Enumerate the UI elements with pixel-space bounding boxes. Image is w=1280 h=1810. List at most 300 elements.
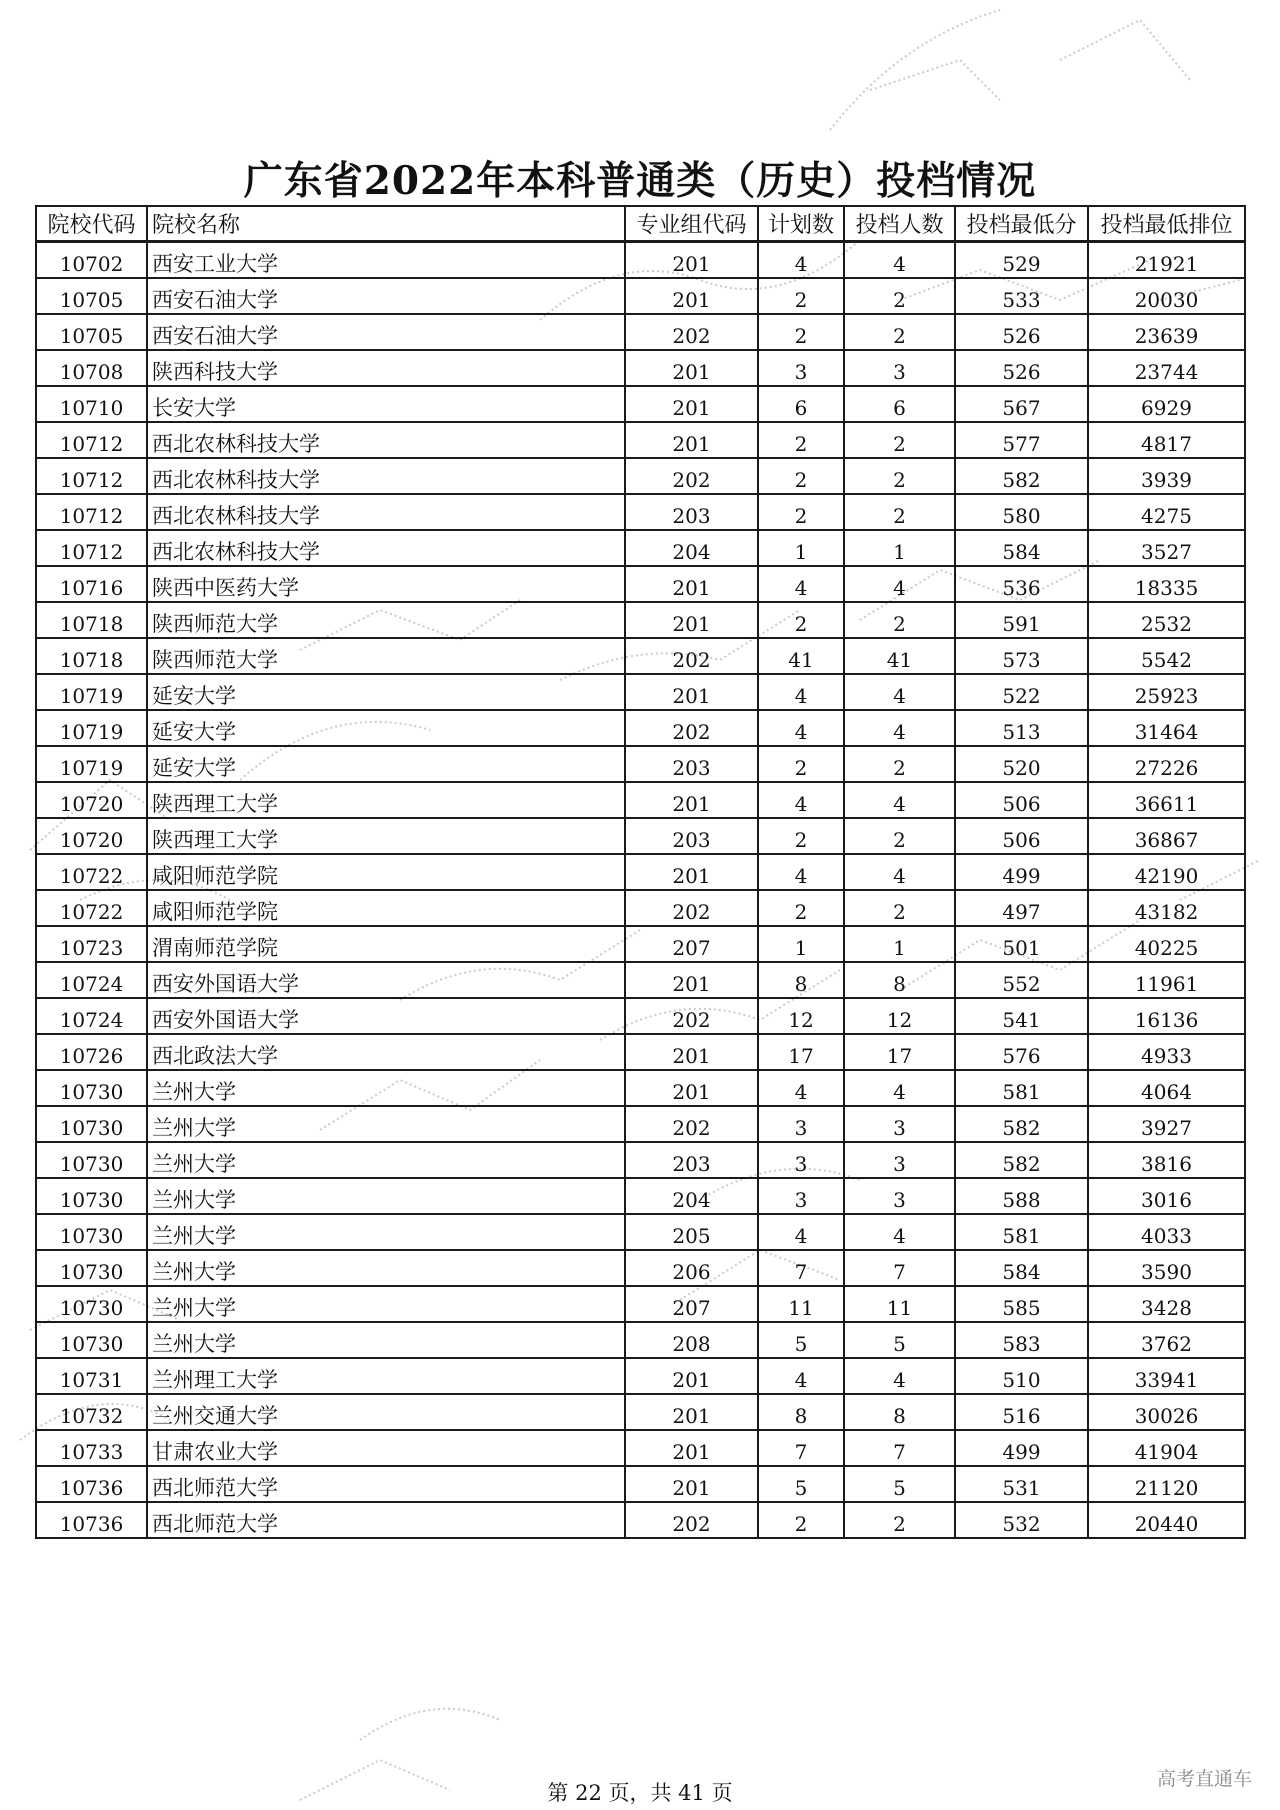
- min-score-cell: 533: [955, 278, 1088, 314]
- admitted-count-cell: 2: [844, 278, 955, 314]
- table-row: [36, 818, 1245, 854]
- plan-count-cell: 3: [758, 350, 844, 386]
- table-row: [36, 1250, 1245, 1286]
- school-name-cell: 兰州大学: [147, 1142, 625, 1178]
- admitted-count-cell: 3: [844, 1178, 955, 1214]
- school-name-cell: 西安石油大学: [147, 314, 625, 350]
- plan-count-cell: 3: [758, 1142, 844, 1178]
- min-rank-cell: 42190: [1088, 854, 1245, 890]
- min-rank-cell: 3927: [1088, 1106, 1245, 1142]
- min-score-cell: 577: [955, 422, 1088, 458]
- group-code-cell: 203: [625, 746, 758, 782]
- table-row: [36, 1214, 1245, 1250]
- school-name-cell: 兰州大学: [147, 1286, 625, 1322]
- school-name-cell: 延安大学: [147, 710, 625, 746]
- plan-count-cell: 4: [758, 566, 844, 602]
- plan-count-cell: 1: [758, 530, 844, 566]
- admitted-count-cell: 7: [844, 1430, 955, 1466]
- plan-count-cell: 12: [758, 998, 844, 1034]
- admitted-count-cell: 8: [844, 962, 955, 998]
- group-code-cell: 202: [625, 710, 758, 746]
- min-rank-cell: 36867: [1088, 818, 1245, 854]
- header-admitted-count: 投档人数: [844, 206, 955, 242]
- min-rank-cell: 23639: [1088, 314, 1245, 350]
- group-code-cell: 203: [625, 818, 758, 854]
- table-row: [36, 602, 1245, 638]
- plan-count-cell: 6: [758, 386, 844, 422]
- min-rank-cell: 25923: [1088, 674, 1245, 710]
- admitted-count-cell: 41: [844, 638, 955, 674]
- school-name-cell: 陕西师范大学: [147, 638, 625, 674]
- min-rank-cell: 2532: [1088, 602, 1245, 638]
- min-score-cell: 516: [955, 1394, 1088, 1430]
- admitted-count-cell: 3: [844, 350, 955, 386]
- table-row: [36, 1466, 1245, 1502]
- group-code-cell: 204: [625, 1178, 758, 1214]
- plan-count-cell: 4: [758, 242, 844, 279]
- header-plan-count: 计划数: [758, 206, 844, 242]
- plan-count-cell: 4: [758, 1070, 844, 1106]
- table-row: [36, 458, 1245, 494]
- min-rank-cell: 6929: [1088, 386, 1245, 422]
- plan-count-cell: 5: [758, 1322, 844, 1358]
- plan-count-cell: 2: [758, 422, 844, 458]
- min-score-cell: 526: [955, 314, 1088, 350]
- plan-count-cell: 2: [758, 890, 844, 926]
- min-rank-cell: 30026: [1088, 1394, 1245, 1430]
- school-name-cell: 延安大学: [147, 746, 625, 782]
- school-name-cell: 兰州大学: [147, 1106, 625, 1142]
- min-score-cell: 506: [955, 782, 1088, 818]
- group-code-cell: 201: [625, 674, 758, 710]
- school-code-cell: 10730: [36, 1250, 147, 1286]
- min-rank-cell: 21921: [1088, 242, 1245, 279]
- min-score-cell: 499: [955, 1430, 1088, 1466]
- school-name-cell: 西北农林科技大学: [147, 494, 625, 530]
- school-code-cell: 10719: [36, 710, 147, 746]
- admitted-count-cell: 2: [844, 602, 955, 638]
- table-row: [36, 746, 1245, 782]
- min-score-cell: 585: [955, 1286, 1088, 1322]
- school-name-cell: 咸阳师范学院: [147, 890, 625, 926]
- min-score-cell: 584: [955, 530, 1088, 566]
- min-score-cell: 536: [955, 566, 1088, 602]
- min-rank-cell: 20030: [1088, 278, 1245, 314]
- min-score-cell: 573: [955, 638, 1088, 674]
- school-code-cell: 10719: [36, 674, 147, 710]
- header-school-name: 院校名称: [147, 206, 625, 242]
- table-row: [36, 1322, 1245, 1358]
- min-rank-cell: 4933: [1088, 1034, 1245, 1070]
- group-code-cell: 201: [625, 386, 758, 422]
- min-score-cell: 583: [955, 1322, 1088, 1358]
- school-name-cell: 渭南师范学院: [147, 926, 625, 962]
- plan-count-cell: 2: [758, 494, 844, 530]
- table-row: [36, 854, 1245, 890]
- admitted-count-cell: 3: [844, 1106, 955, 1142]
- school-code-cell: 10720: [36, 782, 147, 818]
- group-code-cell: 201: [625, 242, 758, 279]
- school-name-cell: 西北师范大学: [147, 1502, 625, 1538]
- admitted-count-cell: 4: [844, 1214, 955, 1250]
- plan-count-cell: 17: [758, 1034, 844, 1070]
- admitted-count-cell: 2: [844, 1502, 955, 1538]
- admitted-count-cell: 3: [844, 1142, 955, 1178]
- admitted-count-cell: 8: [844, 1394, 955, 1430]
- group-code-cell: 201: [625, 422, 758, 458]
- table-row: [36, 1430, 1245, 1466]
- group-code-cell: 203: [625, 1142, 758, 1178]
- school-code-cell: 10719: [36, 746, 147, 782]
- min-score-cell: 582: [955, 458, 1088, 494]
- plan-count-cell: 8: [758, 962, 844, 998]
- table-row: [36, 674, 1245, 710]
- min-score-cell: 582: [955, 1142, 1088, 1178]
- header-group-code: 专业组代码: [625, 206, 758, 242]
- plan-count-cell: 7: [758, 1430, 844, 1466]
- table-row: [36, 1394, 1245, 1430]
- table-row: [36, 242, 1245, 279]
- school-name-cell: 西安外国语大学: [147, 962, 625, 998]
- school-code-cell: 10722: [36, 890, 147, 926]
- plan-count-cell: 3: [758, 1106, 844, 1142]
- group-code-cell: 201: [625, 602, 758, 638]
- school-name-cell: 西北农林科技大学: [147, 458, 625, 494]
- group-code-cell: 204: [625, 530, 758, 566]
- school-code-cell: 10736: [36, 1466, 147, 1502]
- admitted-count-cell: 4: [844, 710, 955, 746]
- group-code-cell: 201: [625, 566, 758, 602]
- table-row: [36, 278, 1245, 314]
- group-code-cell: 201: [625, 1394, 758, 1430]
- min-rank-cell: 31464: [1088, 710, 1245, 746]
- admitted-count-cell: 2: [844, 314, 955, 350]
- header-min-score: 投档最低分: [955, 206, 1088, 242]
- min-score-cell: 526: [955, 350, 1088, 386]
- admission-table: [35, 205, 1246, 1539]
- table-row: [36, 314, 1245, 350]
- min-rank-cell: 23744: [1088, 350, 1245, 386]
- school-name-cell: 西安工业大学: [147, 242, 625, 279]
- min-score-cell: 567: [955, 386, 1088, 422]
- min-score-cell: 510: [955, 1358, 1088, 1394]
- min-score-cell: 501: [955, 926, 1088, 962]
- table-row: [36, 1070, 1245, 1106]
- table-row: [36, 566, 1245, 602]
- school-code-cell: 10726: [36, 1034, 147, 1070]
- table-row: [36, 386, 1245, 422]
- group-code-cell: 202: [625, 458, 758, 494]
- table-row: [36, 1286, 1245, 1322]
- admitted-count-cell: 2: [844, 458, 955, 494]
- min-score-cell: 581: [955, 1070, 1088, 1106]
- school-name-cell: 陕西科技大学: [147, 350, 625, 386]
- group-code-cell: 201: [625, 782, 758, 818]
- admitted-count-cell: 4: [844, 242, 955, 279]
- school-name-cell: 长安大学: [147, 386, 625, 422]
- school-name-cell: 陕西理工大学: [147, 782, 625, 818]
- min-rank-cell: 27226: [1088, 746, 1245, 782]
- school-name-cell: 延安大学: [147, 674, 625, 710]
- table-row: [36, 962, 1245, 998]
- school-code-cell: 10733: [36, 1430, 147, 1466]
- plan-count-cell: 2: [758, 278, 844, 314]
- school-name-cell: 西北农林科技大学: [147, 422, 625, 458]
- school-code-cell: 10702: [36, 242, 147, 279]
- min-rank-cell: 3816: [1088, 1142, 1245, 1178]
- min-rank-cell: 11961: [1088, 962, 1245, 998]
- school-code-cell: 10710: [36, 386, 147, 422]
- school-name-cell: 兰州大学: [147, 1070, 625, 1106]
- school-code-cell: 10730: [36, 1142, 147, 1178]
- admitted-count-cell: 5: [844, 1466, 955, 1502]
- group-code-cell: 201: [625, 962, 758, 998]
- plan-count-cell: 41: [758, 638, 844, 674]
- min-rank-cell: 4064: [1088, 1070, 1245, 1106]
- min-score-cell: 580: [955, 494, 1088, 530]
- min-score-cell: 506: [955, 818, 1088, 854]
- plan-count-cell: 2: [758, 1502, 844, 1538]
- plan-count-cell: 4: [758, 674, 844, 710]
- min-rank-cell: 40225: [1088, 926, 1245, 962]
- school-code-cell: 10712: [36, 494, 147, 530]
- group-code-cell: 201: [625, 854, 758, 890]
- min-rank-cell: 36611: [1088, 782, 1245, 818]
- table-row: [36, 1106, 1245, 1142]
- table-row: [36, 710, 1245, 746]
- min-score-cell: 529: [955, 242, 1088, 279]
- school-name-cell: 陕西中医药大学: [147, 566, 625, 602]
- min-rank-cell: 4033: [1088, 1214, 1245, 1250]
- table-row: [36, 1178, 1245, 1214]
- group-code-cell: 208: [625, 1322, 758, 1358]
- school-code-cell: 10723: [36, 926, 147, 962]
- plan-count-cell: 2: [758, 602, 844, 638]
- min-score-cell: 541: [955, 998, 1088, 1034]
- school-code-cell: 10712: [36, 530, 147, 566]
- min-rank-cell: 3762: [1088, 1322, 1245, 1358]
- school-code-cell: 10718: [36, 638, 147, 674]
- table-row: [36, 530, 1245, 566]
- min-rank-cell: 21120: [1088, 1466, 1245, 1502]
- school-code-cell: 10712: [36, 422, 147, 458]
- group-code-cell: 202: [625, 998, 758, 1034]
- school-code-cell: 10730: [36, 1106, 147, 1142]
- admitted-count-cell: 7: [844, 1250, 955, 1286]
- min-rank-cell: 3527: [1088, 530, 1245, 566]
- plan-count-cell: 4: [758, 1214, 844, 1250]
- admitted-count-cell: 2: [844, 746, 955, 782]
- school-name-cell: 陕西师范大学: [147, 602, 625, 638]
- table-row: [36, 638, 1245, 674]
- min-rank-cell: 4275: [1088, 494, 1245, 530]
- plan-count-cell: 2: [758, 746, 844, 782]
- plan-count-cell: 11: [758, 1286, 844, 1322]
- group-code-cell: 206: [625, 1250, 758, 1286]
- plan-count-cell: 2: [758, 818, 844, 854]
- min-rank-cell: 18335: [1088, 566, 1245, 602]
- table-row: [36, 782, 1245, 818]
- admitted-count-cell: 4: [844, 854, 955, 890]
- page-title: 广东省2022年本科普通类（历史）投档情况: [243, 158, 1037, 204]
- min-rank-cell: 5542: [1088, 638, 1245, 674]
- plan-count-cell: 8: [758, 1394, 844, 1430]
- group-code-cell: 203: [625, 494, 758, 530]
- group-code-cell: 207: [625, 926, 758, 962]
- school-code-cell: 10708: [36, 350, 147, 386]
- group-code-cell: 202: [625, 1502, 758, 1538]
- school-name-cell: 兰州大学: [147, 1214, 625, 1250]
- school-code-cell: 10730: [36, 1322, 147, 1358]
- admitted-count-cell: 4: [844, 566, 955, 602]
- header-school-code: 院校代码: [36, 206, 147, 242]
- min-score-cell: 531: [955, 1466, 1088, 1502]
- min-score-cell: 588: [955, 1178, 1088, 1214]
- plan-count-cell: 4: [758, 854, 844, 890]
- school-code-cell: 10718: [36, 602, 147, 638]
- table-row: [36, 1034, 1245, 1070]
- min-score-cell: 552: [955, 962, 1088, 998]
- min-rank-cell: 3016: [1088, 1178, 1245, 1214]
- group-code-cell: 202: [625, 314, 758, 350]
- group-code-cell: 205: [625, 1214, 758, 1250]
- admitted-count-cell: 17: [844, 1034, 955, 1070]
- school-name-cell: 兰州理工大学: [147, 1358, 625, 1394]
- brand-watermark-text: 高考直通车: [1156, 1768, 1252, 1790]
- admitted-count-cell: 2: [844, 890, 955, 926]
- admitted-count-cell: 2: [844, 818, 955, 854]
- min-rank-cell: 33941: [1088, 1358, 1245, 1394]
- school-code-cell: 10716: [36, 566, 147, 602]
- school-code-cell: 10712: [36, 458, 147, 494]
- group-code-cell: 207: [625, 1286, 758, 1322]
- table-header-row: [36, 206, 1245, 242]
- school-code-cell: 10730: [36, 1070, 147, 1106]
- school-code-cell: 10730: [36, 1214, 147, 1250]
- min-score-cell: 522: [955, 674, 1088, 710]
- table-row: [36, 1358, 1245, 1394]
- plan-count-cell: 2: [758, 314, 844, 350]
- min-rank-cell: 4817: [1088, 422, 1245, 458]
- admitted-count-cell: 2: [844, 494, 955, 530]
- admitted-count-cell: 4: [844, 1070, 955, 1106]
- min-rank-cell: 3428: [1088, 1286, 1245, 1322]
- school-code-cell: 10731: [36, 1358, 147, 1394]
- table-row: [36, 1142, 1245, 1178]
- group-code-cell: 201: [625, 1430, 758, 1466]
- group-code-cell: 202: [625, 1106, 758, 1142]
- school-name-cell: 兰州大学: [147, 1322, 625, 1358]
- table-row: [36, 998, 1245, 1034]
- school-code-cell: 10722: [36, 854, 147, 890]
- admitted-count-cell: 1: [844, 530, 955, 566]
- admitted-count-cell: 6: [844, 386, 955, 422]
- min-score-cell: 576: [955, 1034, 1088, 1070]
- admitted-count-cell: 5: [844, 1322, 955, 1358]
- plan-count-cell: 4: [758, 710, 844, 746]
- min-rank-cell: 20440: [1088, 1502, 1245, 1538]
- min-rank-cell: 16136: [1088, 998, 1245, 1034]
- school-name-cell: 甘肃农业大学: [147, 1430, 625, 1466]
- min-score-cell: 584: [955, 1250, 1088, 1286]
- school-name-cell: 陕西理工大学: [147, 818, 625, 854]
- admitted-count-cell: 4: [844, 782, 955, 818]
- min-score-cell: 520: [955, 746, 1088, 782]
- school-name-cell: 兰州大学: [147, 1178, 625, 1214]
- min-score-cell: 582: [955, 1106, 1088, 1142]
- table-row: [36, 890, 1245, 926]
- group-code-cell: 201: [625, 1358, 758, 1394]
- admitted-count-cell: 2: [844, 422, 955, 458]
- school-code-cell: 10730: [36, 1178, 147, 1214]
- plan-count-cell: 4: [758, 782, 844, 818]
- admitted-count-cell: 4: [844, 1358, 955, 1394]
- min-rank-cell: 43182: [1088, 890, 1245, 926]
- min-score-cell: 513: [955, 710, 1088, 746]
- admitted-count-cell: 1: [844, 926, 955, 962]
- school-name-cell: 西北农林科技大学: [147, 530, 625, 566]
- school-code-cell: 10705: [36, 278, 147, 314]
- group-code-cell: 201: [625, 278, 758, 314]
- admitted-count-cell: 12: [844, 998, 955, 1034]
- group-code-cell: 201: [625, 1070, 758, 1106]
- table-row: [36, 422, 1245, 458]
- min-rank-cell: 3590: [1088, 1250, 1245, 1286]
- school-code-cell: 10736: [36, 1502, 147, 1538]
- plan-count-cell: 1: [758, 926, 844, 962]
- group-code-cell: 201: [625, 1034, 758, 1070]
- page-number: 第 22 页，共 41 页: [547, 1781, 733, 1805]
- school-name-cell: 西安石油大学: [147, 278, 625, 314]
- school-name-cell: 西北政法大学: [147, 1034, 625, 1070]
- plan-count-cell: 5: [758, 1466, 844, 1502]
- group-code-cell: 202: [625, 890, 758, 926]
- school-name-cell: 兰州大学: [147, 1250, 625, 1286]
- header-min-rank: 投档最低排位: [1088, 206, 1245, 242]
- min-score-cell: 532: [955, 1502, 1088, 1538]
- school-name-cell: 西安外国语大学: [147, 998, 625, 1034]
- admitted-count-cell: 4: [844, 674, 955, 710]
- school-code-cell: 10724: [36, 962, 147, 998]
- school-code-cell: 10720: [36, 818, 147, 854]
- table-row: [36, 926, 1245, 962]
- min-score-cell: 591: [955, 602, 1088, 638]
- table-row: [36, 1502, 1245, 1538]
- table-row: [36, 350, 1245, 386]
- min-score-cell: 499: [955, 854, 1088, 890]
- plan-count-cell: 2: [758, 458, 844, 494]
- school-code-cell: 10732: [36, 1394, 147, 1430]
- school-name-cell: 咸阳师范学院: [147, 854, 625, 890]
- min-score-cell: 581: [955, 1214, 1088, 1250]
- school-name-cell: 西北师范大学: [147, 1466, 625, 1502]
- group-code-cell: 201: [625, 1466, 758, 1502]
- group-code-cell: 202: [625, 638, 758, 674]
- admitted-count-cell: 11: [844, 1286, 955, 1322]
- school-code-cell: 10705: [36, 314, 147, 350]
- plan-count-cell: 3: [758, 1178, 844, 1214]
- plan-count-cell: 7: [758, 1250, 844, 1286]
- group-code-cell: 201: [625, 350, 758, 386]
- table-row: [36, 494, 1245, 530]
- min-rank-cell: 3939: [1088, 458, 1245, 494]
- school-code-cell: 10724: [36, 998, 147, 1034]
- school-code-cell: 10730: [36, 1286, 147, 1322]
- plan-count-cell: 4: [758, 1358, 844, 1394]
- min-rank-cell: 41904: [1088, 1430, 1245, 1466]
- school-name-cell: 兰州交通大学: [147, 1394, 625, 1430]
- min-score-cell: 497: [955, 890, 1088, 926]
